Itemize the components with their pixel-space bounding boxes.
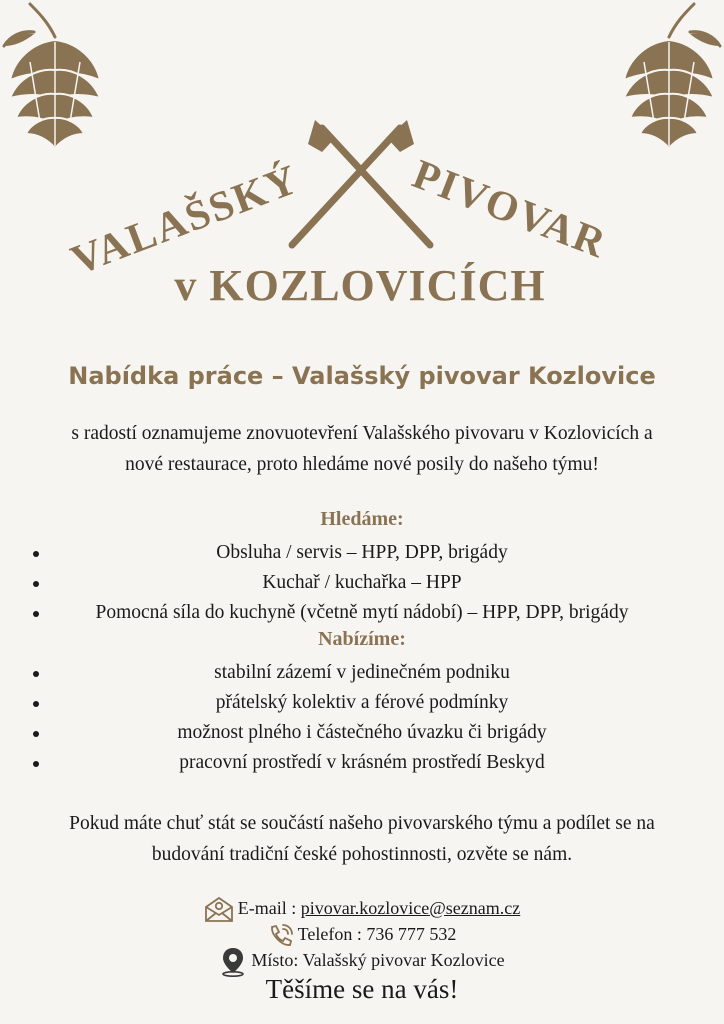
offering-list <box>0 658 724 778</box>
intro-line: s radostí oznamujeme znovuotevření Valašského pivovaru v Kozlovicích a <box>71 423 653 444</box>
bullet-icon <box>33 701 39 707</box>
closing-line: Pokud máte chuť stát se součástí našeho pivovarského týmu a podílet se na <box>69 813 655 834</box>
contact-email-row <box>0 895 724 921</box>
email-label: E-mail : <box>237 898 301 918</box>
bullet-icon <box>33 611 39 617</box>
phone-icon <box>268 924 294 948</box>
closing-paragraph <box>10 808 714 870</box>
list-item: pracovní prostředí v krásném prostředí Beskyd <box>0 748 724 778</box>
email-icon <box>204 897 234 923</box>
closing-line: budování tradiční české pohostinnosti, ozvěte se nám. <box>151 844 573 865</box>
list-item: možnost plného i částečného úvazku či brigády <box>0 718 724 748</box>
email-link[interactable]: pivovar.kozlovice@seznam.cz <box>300 898 521 918</box>
phone-text: Telefon : 736 777 532 <box>297 924 457 944</box>
logo-location: v KOZLOVICÍCH <box>174 261 546 310</box>
brewery-logo <box>60 110 660 315</box>
bullet-icon <box>33 581 39 587</box>
intro-line: nové restaurace, proto hledáme nové posily do našeho týmu! <box>125 454 599 475</box>
location-pin-icon <box>219 947 247 977</box>
contact-phone-row <box>0 921 724 947</box>
intro-paragraph <box>20 418 704 480</box>
offering-title: Nabízíme: <box>318 628 406 650</box>
list-item: Pomocná síla do kuchyně (včetně mytí nádobí) – HPP, DPP, brigády <box>0 598 724 628</box>
bullet-icon <box>33 671 39 677</box>
list-item: přátelský kolektiv a férové podmínky <box>0 688 724 718</box>
logo-word-pivovar: PIVOVAR <box>406 151 614 268</box>
bullet-icon <box>33 761 39 767</box>
logo-word-valassky: VALAŠSKÝ <box>65 156 306 285</box>
seeking-list <box>0 538 724 628</box>
bullet-icon <box>33 731 39 737</box>
list-item: Obsluha / servis – HPP, DPP, brigády <box>0 538 724 568</box>
contact-place-row <box>0 947 724 973</box>
list-item: Kuchař / kuchařka – HPP <box>0 568 724 598</box>
seeking-title: Hledáme: <box>320 508 404 530</box>
farewell-text: Těšíme se na vás! <box>265 974 459 1004</box>
bullet-icon <box>33 551 39 557</box>
list-item: stabilní zázemí v jedinečném podniku <box>0 658 724 688</box>
place-text: Místo: Valašský pivovar Kozlovice <box>251 950 505 971</box>
page-title: Nabídka práce – Valašský pivovar Kozlovice <box>68 362 656 390</box>
